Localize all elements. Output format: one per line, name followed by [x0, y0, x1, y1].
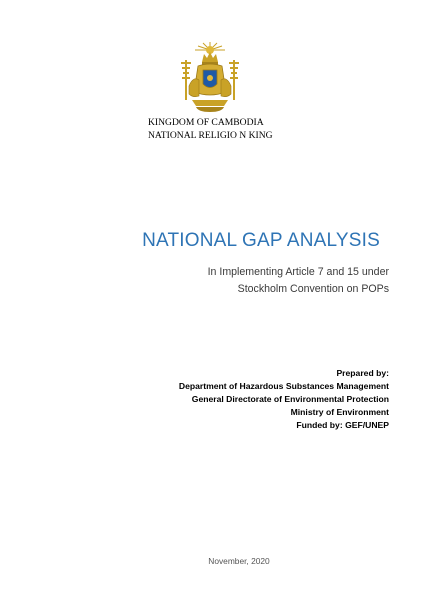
publication-date: November, 2020: [208, 556, 270, 566]
document-title: NATIONAL GAP ANALYSIS: [142, 230, 380, 251]
subtitle-line-1: In Implementing Article 7 and 15 under: [207, 266, 389, 278]
ministry-name: Ministry of Environment: [290, 407, 389, 417]
motto-line: NATIONAL RELIGIO N KING: [148, 130, 273, 141]
funder-line: Funded by: GEF/UNEP: [296, 420, 389, 430]
department-name: Department of Hazardous Substances Management: [178, 381, 389, 391]
prepared-by-label: Prepared by:: [336, 368, 389, 378]
subtitle-line-2: Stockholm Convention on POPs: [237, 283, 389, 295]
directorate-name: General Directorate of Environmental Protection: [191, 394, 389, 404]
kingdom-line: KINGDOM OF CAMBODIA: [148, 117, 264, 128]
royal-arms-of-cambodia-icon: [172, 40, 248, 116]
prepared-by-block: [179, 367, 389, 432]
document-subtitle: [208, 264, 389, 298]
kingdom-header: [148, 117, 308, 142]
